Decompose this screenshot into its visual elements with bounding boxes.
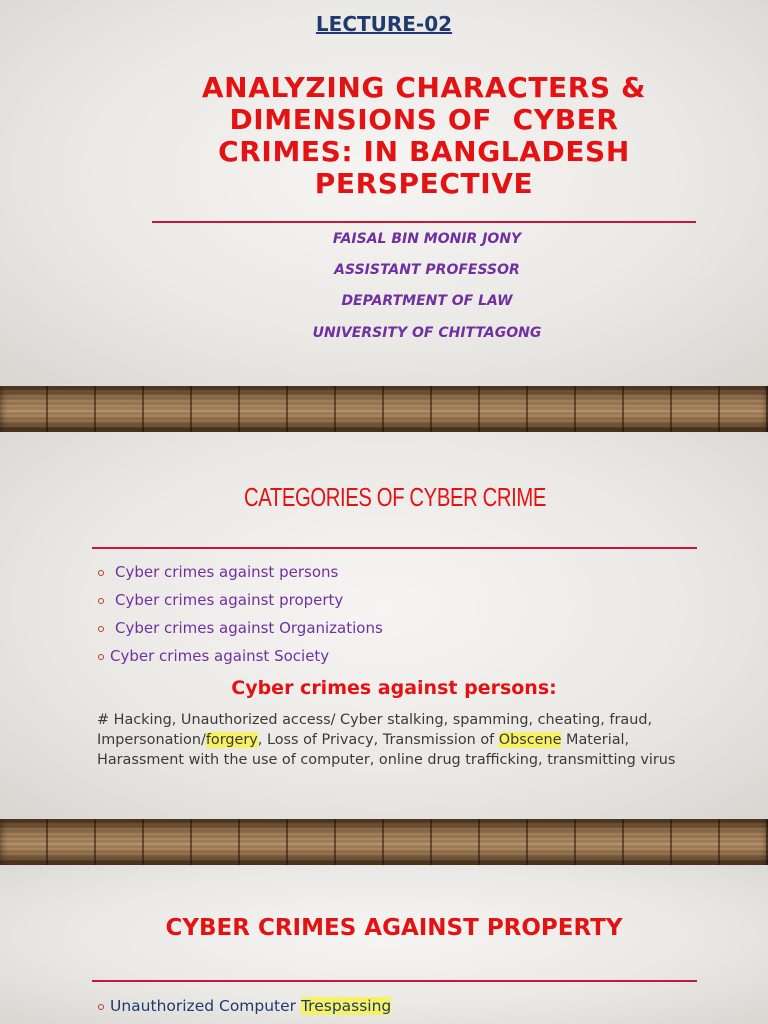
author-department: DEPARTMENT OF LAW — [341, 293, 513, 309]
main-title-line-1: ANALYZING CHARACTERS & — [201, 71, 647, 104]
list-item-label: Cyber crimes against Society — [110, 647, 330, 665]
highlighted-text: Trespassing — [300, 997, 392, 1015]
circle-bullet-icon — [98, 1004, 104, 1010]
highlighted-text: Obscene — [498, 732, 562, 748]
paragraph-text: # Hacking, Unauthorized access/ Cyber stalking, spamming, cheating, fraud, Impersonation/ — [97, 712, 653, 748]
paragraph-text: , Loss of Privacy, Transmission of — [257, 732, 499, 748]
title-divider — [152, 221, 696, 223]
title-slide — [0, 0, 768, 386]
circle-bullet-icon — [98, 570, 104, 576]
list-item — [98, 563, 383, 591]
list-item — [98, 996, 391, 1016]
circle-bullet-icon — [98, 654, 104, 660]
circle-bullet-icon — [98, 598, 104, 604]
main-title — [150, 72, 698, 200]
main-title-line-2: DIMENSIONS OF CYBER — [229, 103, 619, 136]
property-divider — [92, 980, 697, 982]
categories-title: CATEGORIES OF CYBER CRIME — [243, 482, 547, 512]
category-list — [98, 563, 383, 675]
highlighted-text: forgery — [205, 732, 258, 748]
list-item-label: Cyber crimes against persons — [115, 563, 339, 581]
categories-divider — [92, 547, 697, 549]
wood-separator — [0, 386, 768, 432]
list-item-label: Cyber crimes against Organizations — [115, 619, 383, 637]
property-title: CYBER CRIMES AGAINST PROPERTY — [165, 915, 623, 941]
wood-separator — [0, 819, 768, 865]
author-university: UNIVERSITY OF CHITTAGONG — [312, 325, 542, 341]
author-name: FAISAL BIN MONIR JONY — [332, 231, 522, 247]
circle-bullet-icon — [98, 626, 104, 632]
author-title: ASSISTANT PROFESSOR — [334, 262, 520, 278]
list-item — [98, 647, 383, 675]
list-item-label: Cyber crimes against property — [115, 591, 344, 609]
list-item — [98, 619, 383, 647]
item-prefix: Unauthorized Computer — [110, 997, 301, 1015]
lecture-label: LECTURE-02 — [315, 12, 453, 36]
persons-paragraph — [97, 710, 697, 770]
main-title-line-3: CRIMES: IN BANGLADESH — [218, 135, 630, 168]
main-title-line-4: PERSPECTIVE — [314, 167, 534, 200]
list-item — [98, 591, 383, 619]
persons-heading: Cyber crimes against persons: — [231, 677, 557, 699]
paragraph-text: Material, Harassment with the use of computer, online drug trafficking, transmitting virus — [97, 732, 676, 768]
list-item-label — [110, 996, 391, 1016]
